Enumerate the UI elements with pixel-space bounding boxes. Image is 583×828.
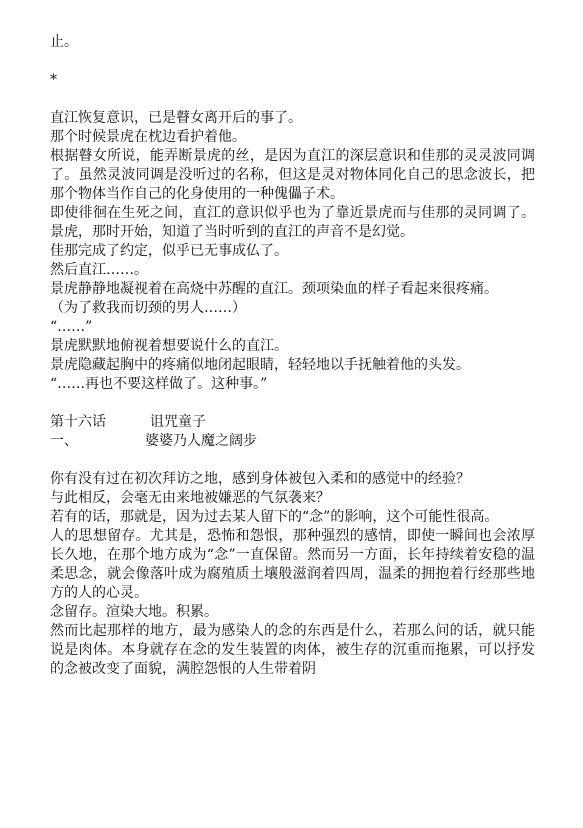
section-heading: [50, 432, 535, 451]
blank-line: [50, 394, 535, 413]
paragraph: “……再也不要这样做了。这种事。”: [50, 376, 268, 392]
paragraph: 直江恢复意识，已是瞽女离开后的事了。: [50, 110, 302, 126]
paragraph: “……”: [50, 319, 93, 335]
paragraph: 与此相反，会毫无由来地被嫌恶的气氛袭来？: [50, 490, 330, 506]
blank-line: [50, 52, 535, 71]
paragraph: 景虎静静地凝视着在高烧中苏醒的直江。颈项染血的样子看起来很疼痛。: [50, 281, 498, 297]
paragraph: 那个时候景虎在枕边看护着他。: [50, 129, 246, 145]
paragraph: 止。: [50, 34, 78, 50]
paragraph: 人的思想留存。尤其是，恐怖和怨恨，那种强烈的感情，即使一瞬间也会浓厚长久地，在那个地方成为“念”一直保留。然而另一方面，长年持续着安稳的温柔思念，就会像落叶成为腐殖质土壤般滋润着四周，温柔的拥抱着行经那些地方的人的心灵。: [50, 528, 535, 601]
paragraph: 然而比起那样的地方，最为感染人的念的东西是什么，若那么问的话，就只能说是肉体。本身就存在念的发生装置的肉体，被生存的沉重而拖累，可以抒发的念被改变了面貌，满腔怨恨的人生带着阴: [50, 623, 535, 677]
section-number: 一、: [50, 433, 78, 449]
paragraph: 佳那完成了约定，似乎已无事成仏了。: [50, 243, 288, 259]
paragraph: 然后直江……。: [50, 262, 148, 278]
document-page: [50, 33, 535, 679]
paragraph: 根据瞽女所说，能弄断景虎的丝，是因为直江的深层意识和佳那的灵灵波同调了。虽然灵波同调是没听过的名称，但这是灵对物体同化自己的思念波长，把那个物体当作自己的化身使用的一种傀儡子术。: [50, 148, 535, 202]
section-title: 婆婆乃人魔之阔步: [145, 433, 257, 449]
paragraph: 景虎默默地俯视着想要说什么的直江。: [50, 338, 288, 354]
paragraph: 念留存。渲染大地。积累。: [50, 604, 218, 620]
blank-line: [50, 451, 535, 470]
paragraph: 景虎隐藏起胸中的疼痛似地闭起眼睛，轻轻地以手抚触着他的头发。: [50, 357, 470, 373]
paragraph: 即使徘徊在生死之间，直江的意识似乎也为了靠近景虎而与佳那的灵同调了。景虎，那时开始，知道了当时听到的直江的声音不是幻觉。: [50, 205, 535, 240]
chapter-heading: [50, 413, 535, 432]
scene-separator: *: [50, 72, 57, 88]
chapter-title: 诅咒童子: [150, 414, 206, 430]
paragraph: （为了救我而切颈的男人……）: [50, 300, 246, 316]
blank-line: [50, 90, 535, 109]
chapter-number: 第十六话: [50, 414, 106, 430]
paragraph: 你有没有过在初次拜访之地，感到身体被包入柔和的感觉中的经验？: [50, 471, 470, 487]
paragraph: 若有的话，那就是，因为过去某人留下的“念”的影响，这个可能性很高。: [50, 509, 499, 525]
